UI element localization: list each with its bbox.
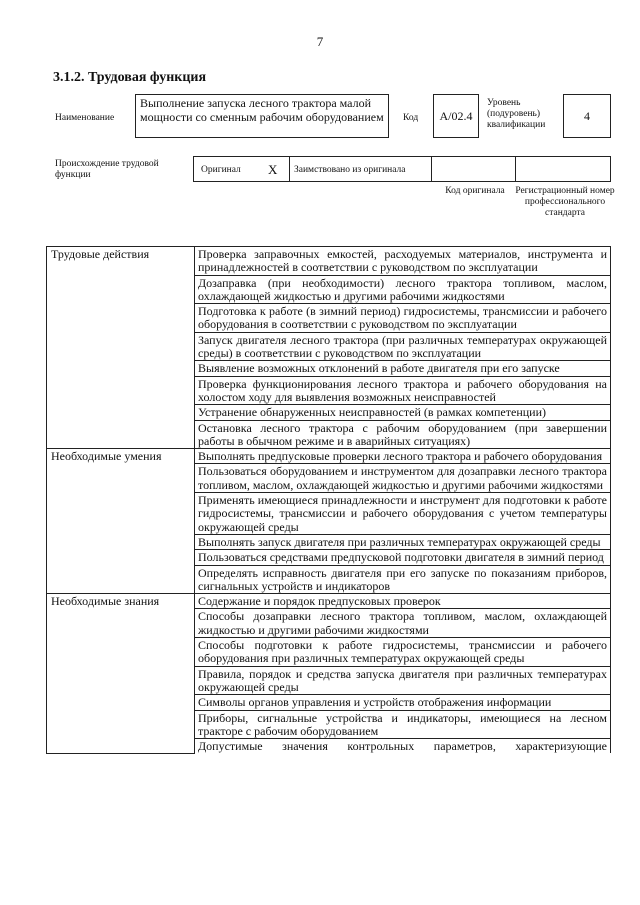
table-row <box>47 247 611 276</box>
table-cell: Способы подготовки к работе гидросистемы, трансмиссии и рабочего оборудования при различных температурах окружающей среды <box>195 638 611 667</box>
table-cell: Пользоваться оборудованием и инструментом для дозаправки лесного трактора топливом, маслом, охлаждающей жидкостью и другими рабочими жидкостями <box>195 464 611 493</box>
borrowed-label: Заимствовано из оригинала <box>294 165 406 175</box>
table-row <box>47 449 611 464</box>
function-name-box <box>135 94 389 138</box>
table-cell: Определять исправность двигателя при его запуске по показаниям приборов, сигнальных устройств и индикаторов <box>195 565 611 594</box>
table-cell: Устранение обнаруженных неисправностей (в рамках компетенции) <box>195 405 611 420</box>
name-label: Наименование <box>55 113 115 123</box>
category-labor-actions: Трудовые действия <box>47 247 195 449</box>
table-cell: Дозаправка (при необходимости) лесного трактора топливом, маслом, охлаждающей жидкостью и другими рабочими жидкостями <box>195 275 611 304</box>
code-value: А/02.4 <box>439 108 473 123</box>
reg-number-label: Регистрационный номер профессионального стандарта <box>515 186 615 218</box>
table-cell: Подготовка к работе (в зимний период) гидросистемы, трансмиссии и рабочего оборудования в соответствии с руководством по эксплуатации <box>195 304 611 333</box>
function-table <box>46 246 611 754</box>
original-label: Оригинал <box>201 165 241 175</box>
level-label: Уровень (подуровень) квалификации <box>487 98 546 130</box>
code-label: Код <box>403 113 419 123</box>
table-cell: Запуск двигателя лесного трактора (при различных температурах окружающей среды) в соответствии с руководством по эксплуатации <box>195 332 611 361</box>
origin-label: Происхождение трудовой функции <box>55 159 159 180</box>
table-cell: Пользоваться средствами предпусковой подготовки двигателя в зимний период <box>195 550 611 565</box>
table-cell: Выполнять запуск двигателя при различных температурах окружающей среды <box>195 534 611 549</box>
table-cell: Выявление возможных отклонений в работе двигателя при его запуске <box>195 361 611 376</box>
borrowed-cell-divider <box>431 156 432 182</box>
table-cell: Способы дозаправки лесного трактора топливом, маслом, охлаждающей жидкостью и другими рабочими жидкостями <box>195 609 611 638</box>
table-cell: Остановка лесного трактора с рабочим оборудованием (при завершении работы в обычном режиме и в аварийных ситуациях) <box>195 420 611 449</box>
level-value: 4 <box>584 108 590 123</box>
table-cell: Приборы, сигнальные устройства и индикаторы, имеющиеся на лесном тракторе с рабочим оборудованием <box>195 710 611 739</box>
table-cell: Выполнять предпусковые проверки лесного трактора и рабочего оборудования <box>195 449 611 464</box>
function-name: Выполнение запуска лесного трактора малой мощности со сменным рабочим оборудованием <box>140 96 384 124</box>
table-cell: Символы органов управления и устройств отображения информации <box>195 695 611 710</box>
table-cell: Содержание и порядок предпусковых проверок <box>195 594 611 609</box>
page-number: 7 <box>316 34 324 49</box>
table-cell: Проверка функционирования лесного трактора и рабочего оборудования на холостом ходу для выявления возможных неисправностей <box>195 376 611 405</box>
section-title: 3.1.2. Трудовая функция <box>53 70 207 85</box>
code-box <box>433 94 479 138</box>
level-box <box>563 94 611 138</box>
original-cell-divider <box>289 156 290 182</box>
table-row <box>47 594 611 609</box>
table-cell: Применять имеющиеся принадлежности и инструмент для подготовки к работе гидросистемы, трансмиссии и рабочего оборудования с учетом температуры окружающей среды <box>195 493 611 535</box>
code-original-label: Код оригинала <box>445 186 505 196</box>
table-cell: Правила, порядок и средства запуска двигателя при различных температурах окружающей среды <box>195 666 611 695</box>
table-cell: Проверка заправочных емкостей, расходуемых материалов, инструмента и принадлежностей в соответствии с руководством по эксплуатации <box>195 247 611 276</box>
category-required-skills: Необходимые умения <box>47 449 195 594</box>
code-original-cell-divider <box>515 156 516 182</box>
table-cell: Допустимые значения контрольных параметров, характеризующие <box>195 739 611 754</box>
category-required-knowledge: Необходимые знания <box>47 594 195 754</box>
original-mark: X <box>268 162 278 177</box>
